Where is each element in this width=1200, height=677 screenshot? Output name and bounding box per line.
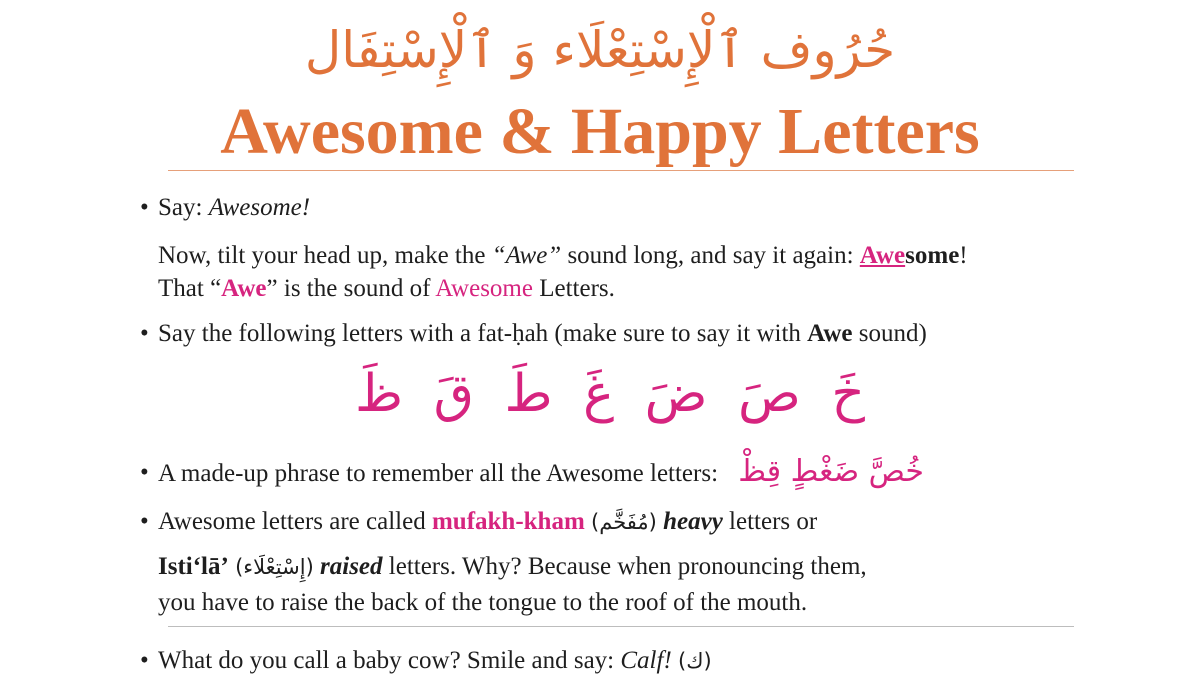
say-label: Say: — [158, 194, 203, 221]
bullet-marker: • — [140, 194, 149, 221]
letter-za: ظَ — [355, 364, 404, 424]
text: letters. Why? Because when pronouncing them, — [388, 553, 867, 580]
bullet-fathah-instruction — [158, 318, 927, 350]
letter-kha: خَ — [831, 364, 865, 424]
mufakham-arabic: (مُفَخَّم) — [591, 510, 657, 534]
say-word: Awesome! — [208, 194, 311, 221]
title-divider — [168, 170, 1074, 171]
text: ” is the sound of — [266, 275, 431, 302]
bullet-baby-cow — [158, 645, 712, 677]
bullet-say-awesome — [158, 192, 310, 224]
letter-ta: طَ — [504, 364, 553, 424]
awe-bold: Awe — [807, 320, 853, 347]
bullet-marker: • — [140, 459, 149, 486]
text: That “ — [158, 275, 222, 302]
some-part: some — [905, 242, 960, 269]
awe-highlight: Awe — [859, 242, 906, 269]
text: sound) — [858, 320, 927, 347]
text: Awesome letters are called — [158, 508, 426, 535]
bullet-marker: • — [140, 320, 149, 347]
istila-line — [158, 551, 867, 583]
mufakh-kham-term: mufakh-kham — [431, 508, 585, 535]
awe-quote: “Awe” — [491, 242, 562, 269]
istila-arabic: (إِسْتِعْلَاء) — [235, 555, 314, 579]
kaf-arabic: (ك) — [678, 649, 712, 673]
awesome-letters-row — [355, 354, 865, 434]
awe-word: Awe — [221, 275, 267, 302]
text: Now, tilt your head up, make the — [158, 242, 486, 269]
page-title: Awesome & Happy Letters — [220, 95, 980, 168]
text: you have to raise the back of the tongue to the roof of the mouth. — [158, 589, 808, 616]
awesome-word: Awesome — [435, 275, 533, 302]
text: Letters. — [539, 275, 615, 302]
letter-sad: صَ — [738, 364, 801, 424]
arabic-title: حُرُوف ٱلْإِسْتِعْلَاء وَ ٱلْإِسْتِفَال — [304, 21, 896, 79]
calf-word: Calf! — [620, 647, 672, 674]
text: sound long, and say it again: — [567, 242, 854, 269]
bullet-marker: • — [140, 508, 149, 535]
text: A made-up phrase to remember all the Awesome letters: — [158, 460, 719, 487]
text: What do you call a baby cow? Smile and say: — [158, 647, 615, 674]
bullet-made-up-phrase — [158, 452, 924, 494]
letter-qaf: قَ — [433, 364, 474, 424]
tongue-line — [158, 587, 807, 619]
phrase-arabic: خُصَّ ضَغْطٍ قِظْ — [738, 454, 924, 489]
text: Say the following letters with a fat-ḥah (make sure to say it with — [158, 320, 801, 347]
bullet-mufakh-kham — [158, 506, 817, 538]
tilt-head-line — [158, 240, 968, 272]
exclamation: ! — [959, 242, 968, 269]
istila-term: Isti‘lā’ — [158, 553, 229, 580]
heavy-term: heavy — [663, 508, 723, 535]
section-divider — [168, 626, 1074, 627]
letter-dad: ضَ — [644, 364, 708, 424]
text: letters or — [729, 508, 818, 535]
letter-ghayn: غَ — [583, 364, 615, 424]
raised-term: raised — [320, 553, 383, 580]
bullet-marker: • — [140, 647, 149, 674]
awe-sound-line — [158, 273, 615, 305]
